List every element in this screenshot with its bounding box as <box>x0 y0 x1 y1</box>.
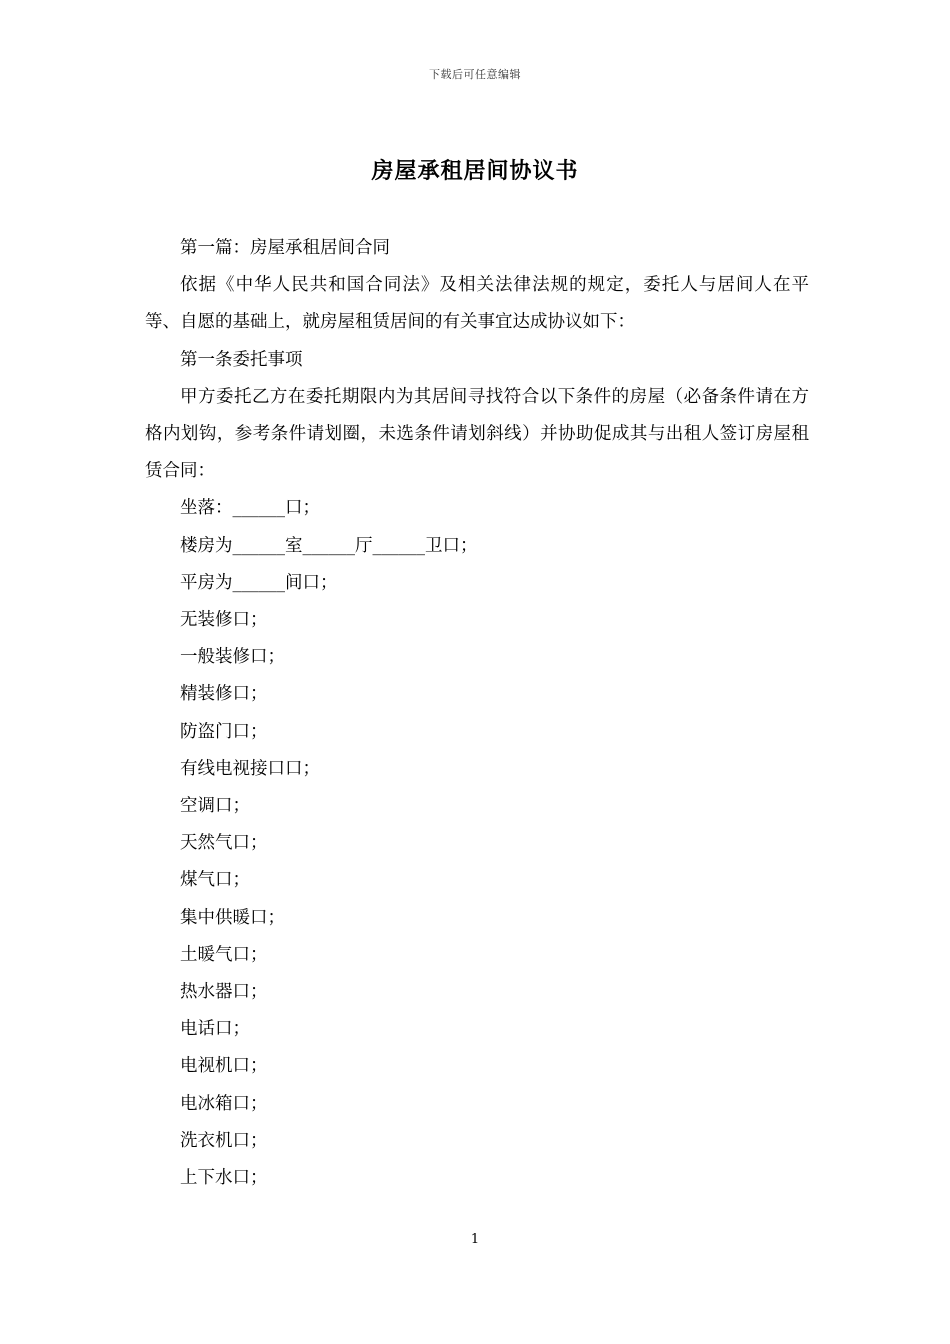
condition-item: 防盗门口； <box>180 721 268 742</box>
document-title: 房屋承租居间协议书 <box>371 158 579 184</box>
commission-paragraph: 甲方委托乙方在委托期限内为其居间寻找符合以下条件的房屋（必备条件请在方格内划钩，参考条件请划圈，未选条件请划斜线）并协助促成其与出租人签订房屋租赁合同： <box>145 386 809 482</box>
page-number: 1 <box>470 1232 480 1247</box>
condition-item: 无装修口； <box>180 610 268 631</box>
condition-item: 煤气口； <box>180 870 250 891</box>
condition-item: 土暖气口； <box>180 944 268 965</box>
condition-item: 天然气口； <box>180 833 268 854</box>
section-heading: 第一篇：房屋承租居间合同 <box>180 238 390 258</box>
condition-item: 精装修口； <box>180 684 268 705</box>
condition-item: 电冰箱口； <box>180 1093 268 1114</box>
condition-item: 电视机口； <box>180 1056 268 1077</box>
document-body <box>145 230 809 1197</box>
condition-item: 上下水口； <box>180 1168 268 1189</box>
condition-item: 电话口； <box>180 1019 250 1040</box>
condition-item-apartment: 楼房为______室______厅______卫口； <box>180 535 478 556</box>
condition-item-bungalow: 平房为______间口； <box>180 572 338 593</box>
condition-item: 空调口； <box>180 796 250 817</box>
intro-paragraph: 依据《中华人民共和国合同法》及相关法律法规的规定，委托人与居间人在平等、自愿的基础上，就房屋租赁居间的有关事宜达成协议如下： <box>145 275 809 333</box>
condition-item: 集中供暖口； <box>180 907 285 928</box>
header-note: 下载后可任意编辑 <box>429 68 521 81</box>
condition-item: 有线电视接口口； <box>180 758 320 779</box>
condition-item: 热水器口； <box>180 982 268 1003</box>
condition-item: 洗衣机口； <box>180 1130 268 1151</box>
condition-item-location: 坐落：______口； <box>180 498 320 519</box>
article-heading: 第一条委托事项 <box>180 349 303 370</box>
condition-item: 一般装修口； <box>180 647 285 668</box>
